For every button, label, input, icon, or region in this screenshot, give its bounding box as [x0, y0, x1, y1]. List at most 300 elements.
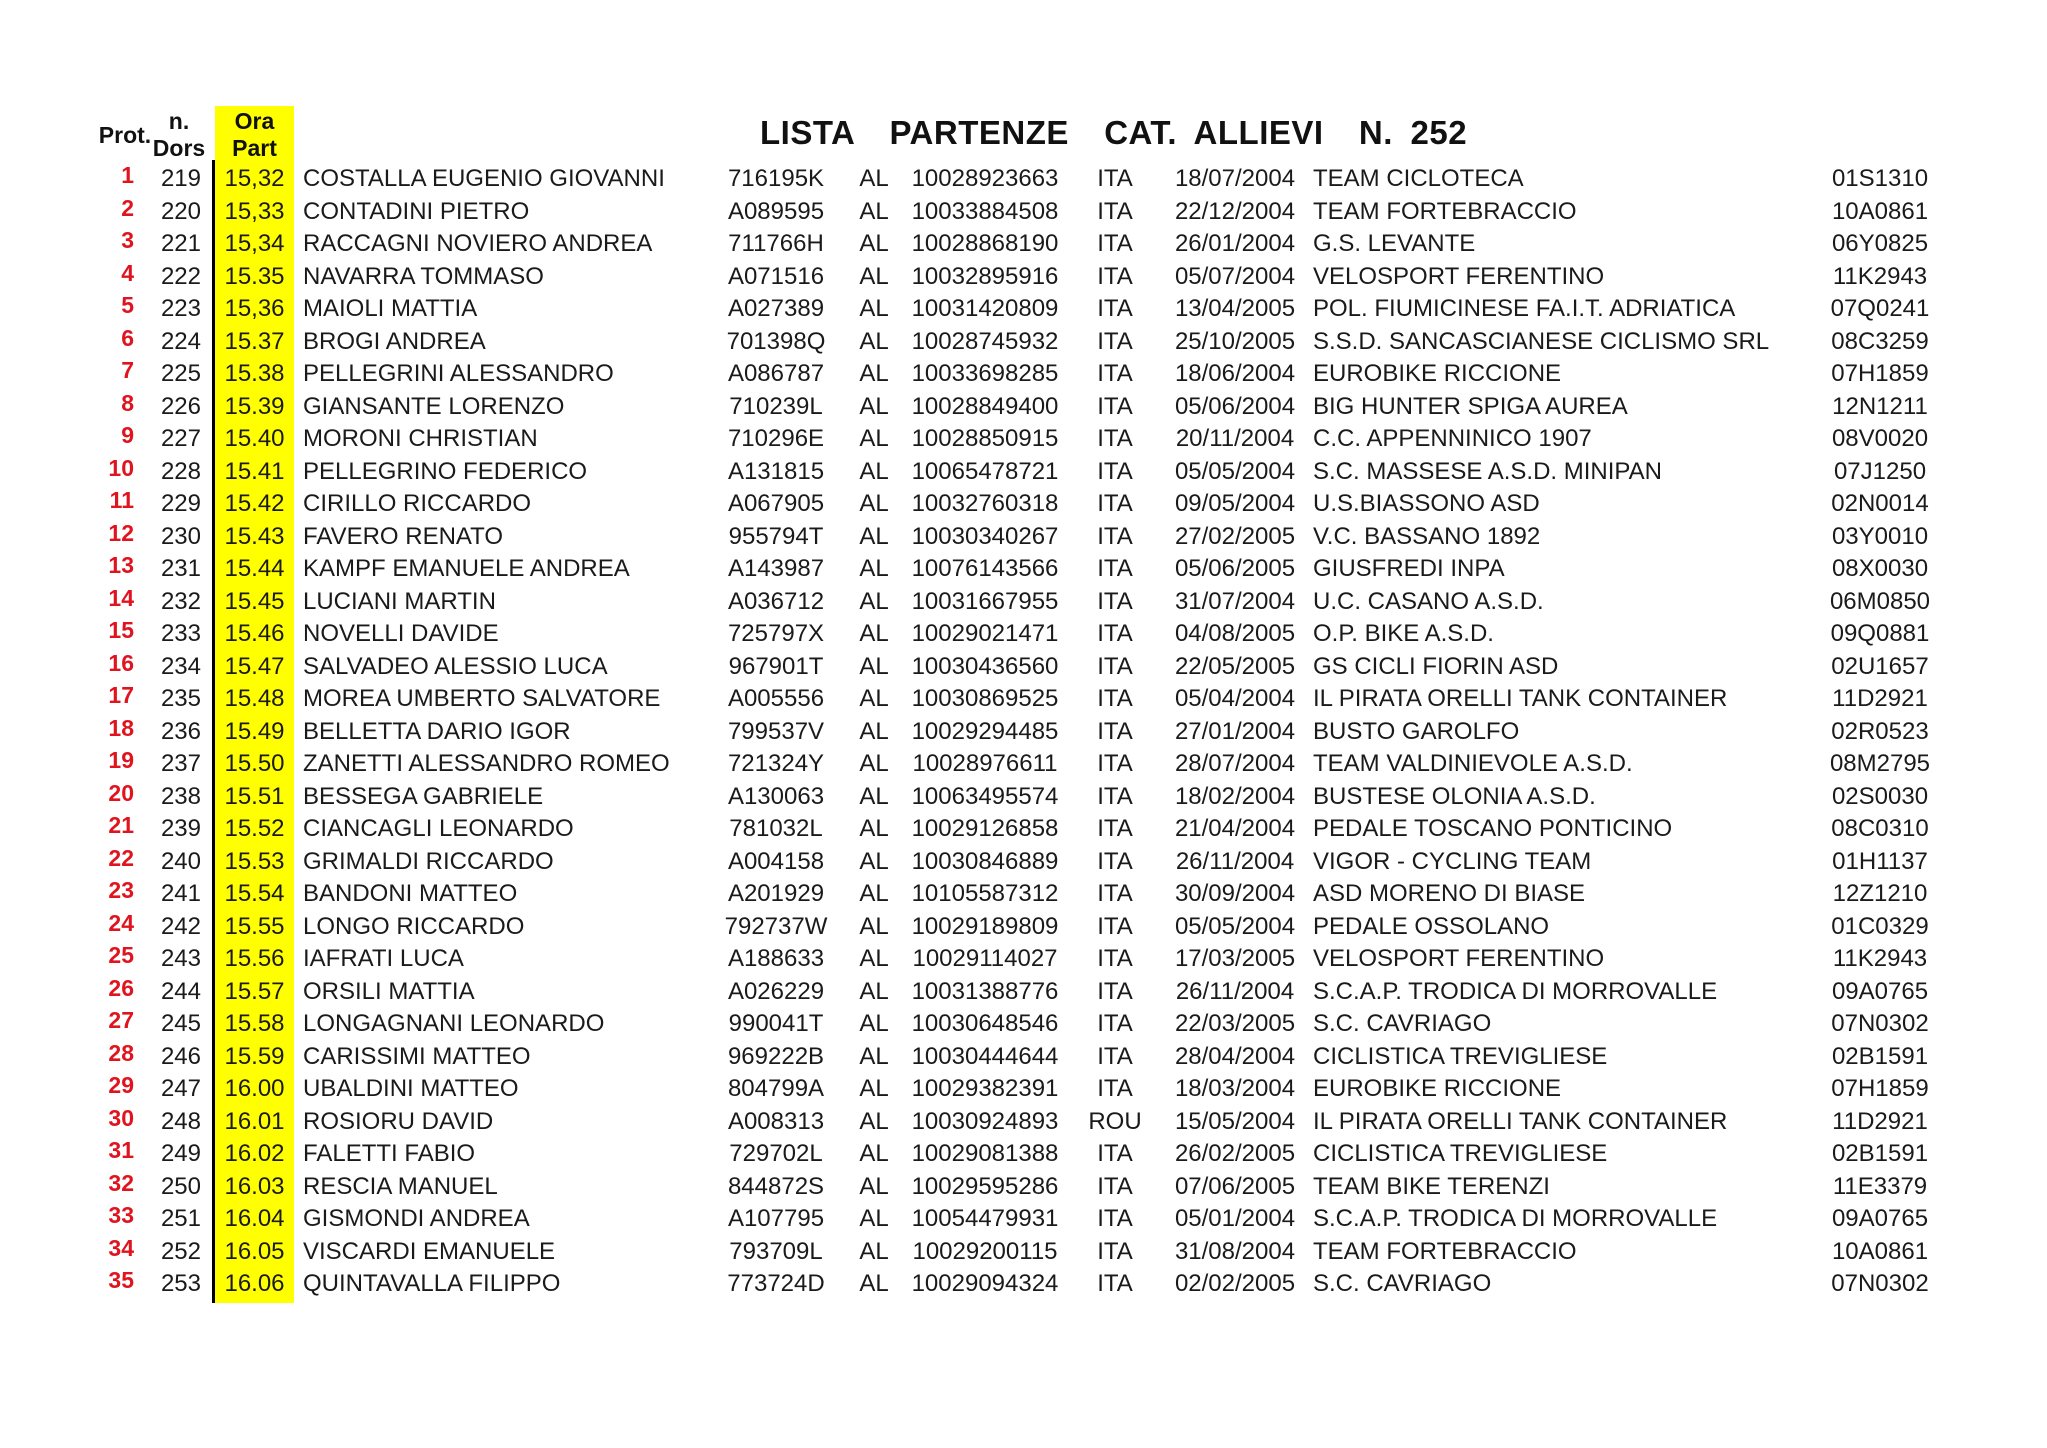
row-prot: 14	[108, 584, 134, 611]
table-row	[0, 651, 2047, 684]
row-birth-date: 05/06/2005	[1174, 555, 1296, 582]
row-start-time: 15.54	[224, 880, 285, 907]
row-nationality: ITA	[1097, 685, 1133, 712]
row-team-name: BUSTO GAROLFO	[1313, 717, 1520, 745]
row-birth-date: 13/04/2005	[1174, 295, 1296, 322]
row-nationality: ITA	[1097, 587, 1133, 615]
row-team-name: U.S.BIASSONO ASD	[1313, 490, 1540, 517]
row-team-code: 11K2943	[1832, 945, 1928, 972]
row-rider-name: LONGAGNANI LEONARDO	[303, 1010, 605, 1037]
row-start-time: 15.39	[224, 392, 285, 420]
row-birth-date: 27/01/2004	[1174, 717, 1296, 745]
row-team-code: 06M0850	[1829, 587, 1931, 615]
table-row	[0, 423, 2047, 456]
row-uci-id: 10032760318	[911, 490, 1059, 517]
row-rider-name: ROSIORU DAVID	[303, 1107, 494, 1135]
row-nationality: ITA	[1097, 1205, 1133, 1232]
row-uci-id: 10028849400	[911, 392, 1059, 420]
row-license-code: 721324Y	[727, 750, 825, 777]
table-row	[0, 748, 2047, 781]
row-rider-name: LONGO RICCARDO	[303, 912, 525, 940]
row-category: AL	[859, 587, 889, 615]
row-team-code: 08X0030	[1831, 555, 1929, 582]
table-row	[0, 683, 2047, 716]
row-team-name: S.C.A.P. TRODICA DI MORROVALLE	[1313, 977, 1718, 1005]
row-nationality: ITA	[1097, 1270, 1133, 1297]
row-nationality: ITA	[1097, 1075, 1133, 1102]
row-rider-name: MORONI CHRISTIAN	[303, 425, 538, 452]
row-prot: 26	[108, 974, 134, 1001]
row-uci-id: 10029200115	[912, 1237, 1058, 1265]
row-category: AL	[859, 457, 889, 485]
row-team-name: TEAM FORTEBRACCIO	[1313, 1237, 1577, 1265]
row-nationality: ITA	[1097, 392, 1133, 420]
row-rider-name: RACCAGNI NOVIERO ANDREA	[303, 230, 653, 257]
row-category: AL	[859, 750, 889, 777]
row-category: AL	[859, 1205, 889, 1232]
row-birth-date: 17/03/2005	[1174, 945, 1296, 972]
row-prot: 18	[108, 714, 134, 741]
row-team-code: 03Y0010	[1831, 522, 1929, 550]
row-team-code: 06Y0825	[1831, 230, 1929, 257]
row-birth-date: 18/03/2004	[1174, 1075, 1296, 1102]
row-birth-date: 31/08/2004	[1174, 1237, 1296, 1265]
row-dors-number: 253	[160, 1270, 201, 1297]
row-dors-number: 251	[160, 1205, 201, 1232]
row-start-time: 15.53	[224, 847, 285, 875]
row-dors-number: 223	[160, 295, 201, 322]
row-team-name: U.C. CASANO A.S.D.	[1313, 587, 1544, 615]
row-license-code: A036712	[727, 587, 825, 615]
row-birth-date: 28/04/2004	[1174, 1042, 1296, 1070]
row-team-name: TEAM FORTEBRACCIO	[1313, 197, 1577, 225]
row-start-time: 15.56	[224, 945, 285, 972]
row-nationality: ITA	[1097, 1042, 1133, 1070]
row-category: AL	[859, 522, 889, 550]
row-dors-number: 235	[160, 685, 201, 712]
header-ora-line2: Part	[232, 135, 277, 161]
row-prot: 33	[108, 1202, 134, 1228]
row-birth-date: 02/02/2005	[1174, 1270, 1296, 1297]
row-start-time: 15.57	[224, 977, 285, 1005]
row-dors-number: 250	[160, 1172, 201, 1200]
row-license-code: 716195K	[727, 165, 825, 192]
row-prot: 6	[121, 324, 134, 351]
row-start-time: 16.06	[224, 1270, 285, 1297]
row-category: AL	[859, 815, 889, 842]
row-team-code: 09A0765	[1831, 1205, 1929, 1232]
row-rider-name: GRIMALDI RICCARDO	[303, 847, 554, 875]
row-category: AL	[859, 262, 889, 290]
row-uci-id: 10033698285	[911, 360, 1059, 387]
row-team-name: ASD MORENO DI BIASE	[1313, 880, 1586, 907]
row-team-code: 02N0014	[1831, 490, 1929, 517]
row-license-code: A004158	[727, 847, 825, 875]
row-rider-name: GIANSANTE LORENZO	[303, 392, 565, 420]
row-team-code: 08C3259	[1831, 327, 1929, 355]
row-prot: 17	[108, 682, 134, 708]
row-license-code: 710239L	[729, 392, 823, 420]
row-uci-id: 10029382391	[911, 1075, 1059, 1102]
row-nationality: ITA	[1097, 717, 1133, 745]
row-start-time: 15.40	[224, 425, 285, 452]
row-start-time: 15.55	[224, 912, 285, 940]
row-start-time: 15.45	[224, 587, 285, 615]
rider-list	[0, 163, 2047, 1301]
row-team-name: IL PIRATA ORELLI TANK CONTAINER	[1313, 1107, 1728, 1135]
row-nationality: ROU	[1088, 1107, 1142, 1135]
row-start-time: 16.01	[224, 1107, 285, 1135]
row-category: AL	[859, 1010, 889, 1037]
row-birth-date: 22/03/2005	[1174, 1010, 1296, 1037]
row-nationality: ITA	[1097, 522, 1133, 550]
table-row	[0, 456, 2047, 489]
row-prot: 25	[108, 942, 134, 968]
row-birth-date: 30/09/2004	[1174, 880, 1296, 907]
row-category: AL	[859, 490, 889, 517]
row-license-code: 793709L	[729, 1237, 823, 1265]
row-category: AL	[859, 295, 889, 322]
row-category: AL	[859, 1237, 889, 1265]
row-license-code: 729702L	[729, 1140, 823, 1167]
row-rider-name: SALVADEO ALESSIO LUCA	[303, 652, 608, 680]
row-rider-name: KAMPF EMANUELE ANDREA	[303, 555, 630, 582]
row-dors-number: 247	[160, 1075, 201, 1102]
row-dors-number: 222	[160, 262, 201, 290]
row-team-code: 09A0765	[1831, 977, 1929, 1005]
row-license-code: 955794T	[728, 522, 824, 550]
row-team-name: G.S. LEVANTE	[1313, 230, 1476, 257]
row-prot: 29	[108, 1072, 134, 1098]
row-birth-date: 05/05/2004	[1174, 457, 1296, 485]
row-uci-id: 10028923663	[911, 165, 1059, 192]
row-start-time: 15.44	[224, 555, 285, 582]
row-team-code: 02U1657	[1831, 652, 1929, 680]
row-team-code: 11D2921	[1832, 685, 1928, 712]
table-row	[0, 943, 2047, 976]
row-license-code: 804799A	[727, 1075, 825, 1102]
row-uci-id: 10028976611	[912, 750, 1058, 777]
row-team-name: VELOSPORT FERENTINO	[1313, 262, 1605, 290]
row-rider-name: COSTALLA EUGENIO GIOVANNI	[303, 165, 665, 192]
table-row	[0, 1268, 2047, 1301]
row-dors-number: 241	[160, 880, 201, 907]
row-nationality: ITA	[1097, 360, 1133, 387]
row-prot: 35	[108, 1267, 134, 1293]
row-prot: 27	[108, 1007, 134, 1033]
row-start-time: 15,32	[224, 165, 285, 192]
row-nationality: ITA	[1097, 945, 1133, 972]
row-uci-id: 10030869525	[911, 685, 1059, 712]
row-prot: 21	[108, 812, 134, 838]
row-license-code: 967901T	[728, 652, 824, 680]
row-prot: 19	[108, 747, 134, 773]
row-uci-id: 10029294485	[911, 717, 1059, 745]
row-team-name: TEAM CICLOTECA	[1313, 165, 1524, 192]
row-team-code: 01S1310	[1831, 165, 1929, 192]
header-dors	[143, 108, 215, 162]
row-team-code: 07N0302	[1831, 1010, 1929, 1037]
row-start-time: 16.04	[224, 1205, 285, 1232]
row-dors-number: 227	[160, 425, 201, 452]
row-rider-name: PELLEGRINO FEDERICO	[303, 457, 588, 485]
row-dors-number: 220	[160, 197, 201, 225]
row-rider-name: FALETTI FABIO	[303, 1140, 476, 1167]
row-start-time: 15.58	[224, 1010, 285, 1037]
row-dors-number: 243	[160, 945, 201, 972]
row-dors-number: 248	[160, 1107, 201, 1135]
table-row	[0, 586, 2047, 619]
row-nationality: ITA	[1097, 847, 1133, 875]
row-uci-id: 10029595286	[911, 1172, 1059, 1200]
row-birth-date: 05/01/2004	[1174, 1205, 1296, 1232]
row-license-code: 969222B	[727, 1042, 825, 1070]
row-dors-number: 228	[160, 457, 201, 485]
row-uci-id: 10029126858	[911, 815, 1059, 842]
row-team-name: S.C.A.P. TRODICA DI MORROVALLE	[1313, 1205, 1718, 1232]
row-rider-name: PELLEGRINI ALESSANDRO	[303, 360, 614, 387]
table-row	[0, 326, 2047, 359]
row-uci-id: 10032895916	[911, 262, 1059, 290]
row-license-code: 792737W	[724, 912, 828, 940]
row-start-time: 15.51	[224, 782, 285, 810]
row-category: AL	[859, 392, 889, 420]
row-team-code: 09Q0881	[1830, 620, 1930, 647]
row-birth-date: 26/02/2005	[1174, 1140, 1296, 1167]
row-rider-name: MAIOLI MATTIA	[303, 295, 478, 322]
row-uci-id: 10031388776	[911, 977, 1059, 1005]
row-team-code: 02B1591	[1831, 1042, 1929, 1070]
row-prot: 1	[121, 162, 134, 188]
row-team-code: 07Q0241	[1830, 295, 1930, 322]
row-birth-date: 15/05/2004	[1174, 1107, 1296, 1135]
row-start-time: 15,34	[224, 230, 285, 257]
row-birth-date: 20/11/2004	[1175, 425, 1295, 452]
row-team-code: 02R0523	[1831, 717, 1929, 745]
row-rider-name: UBALDINI MATTEO	[303, 1075, 519, 1102]
row-category: AL	[859, 425, 889, 452]
row-team-code: 10A0861	[1831, 1237, 1929, 1265]
row-nationality: ITA	[1097, 555, 1133, 582]
table-row	[0, 521, 2047, 554]
row-prot: 2	[121, 194, 134, 221]
row-team-code: 12N1211	[1832, 392, 1928, 420]
row-team-name: S.C. CAVRIAGO	[1313, 1270, 1492, 1297]
row-category: AL	[859, 360, 889, 387]
row-license-code: 711766H	[728, 230, 824, 257]
row-category: AL	[859, 912, 889, 940]
row-license-code: 725797X	[727, 620, 825, 647]
row-start-time: 16.05	[224, 1237, 285, 1265]
row-prot: 12	[108, 519, 134, 546]
table-row	[0, 228, 2047, 261]
row-start-time: 15.43	[224, 522, 285, 550]
row-dors-number: 245	[160, 1010, 201, 1037]
row-dors-number: 229	[160, 490, 201, 517]
row-start-time: 16.03	[224, 1172, 285, 1200]
row-nationality: ITA	[1097, 1237, 1133, 1265]
row-birth-date: 21/04/2004	[1174, 815, 1296, 842]
row-dors-number: 221	[160, 230, 201, 257]
row-birth-date: 26/11/2004	[1175, 847, 1295, 875]
row-prot: 32	[108, 1169, 134, 1196]
row-start-time: 16.02	[224, 1140, 285, 1167]
row-team-name: PEDALE TOSCANO PONTICINO	[1313, 815, 1673, 842]
table-row	[0, 293, 2047, 326]
row-rider-name: GISMONDI ANDREA	[303, 1205, 530, 1232]
row-license-code: A005556	[727, 685, 825, 712]
row-uci-id: 10063495574	[911, 782, 1059, 810]
row-category: AL	[859, 230, 889, 257]
row-license-code: A201929	[727, 880, 825, 907]
row-birth-date: 18/06/2004	[1174, 360, 1296, 387]
row-category: AL	[859, 165, 889, 192]
row-license-code: A130063	[727, 782, 825, 810]
row-team-name: CICLISTICA TREVIGLIESE	[1313, 1042, 1608, 1070]
table-row	[0, 488, 2047, 521]
row-uci-id: 10030436560	[911, 652, 1059, 680]
row-dors-number: 236	[160, 717, 201, 745]
row-rider-name: BESSEGA GABRIELE	[303, 782, 544, 810]
row-team-name: BIG HUNTER SPIGA AUREA	[1313, 392, 1628, 420]
row-category: AL	[859, 847, 889, 875]
row-dors-number: 237	[160, 750, 201, 777]
row-dors-number: 246	[160, 1042, 201, 1070]
row-uci-id: 10029189809	[911, 912, 1059, 940]
table-row	[0, 553, 2047, 586]
row-team-name: CICLISTICA TREVIGLIESE	[1313, 1140, 1608, 1167]
row-uci-id: 10065478721	[911, 457, 1059, 485]
row-dors-number: 224	[160, 327, 201, 355]
row-prot: 8	[121, 389, 134, 416]
row-nationality: ITA	[1097, 1140, 1133, 1167]
row-nationality: ITA	[1097, 197, 1133, 225]
row-team-code: 07H1859	[1831, 1075, 1929, 1102]
table-row	[0, 1236, 2047, 1269]
row-dors-number: 252	[160, 1237, 201, 1265]
row-category: AL	[859, 1042, 889, 1070]
row-uci-id: 10029081388	[911, 1140, 1059, 1167]
row-nationality: ITA	[1097, 490, 1133, 517]
row-dors-number: 219	[160, 165, 201, 192]
row-team-code: 07N0302	[1831, 1270, 1929, 1297]
row-license-code: A086787	[727, 360, 825, 387]
table-row	[0, 358, 2047, 391]
row-birth-date: 07/06/2005	[1174, 1172, 1296, 1200]
row-dors-number: 249	[160, 1140, 201, 1167]
row-start-time: 16.00	[224, 1075, 285, 1102]
row-start-time: 15.49	[224, 717, 285, 745]
row-category: AL	[859, 327, 889, 355]
row-team-code: 01C0329	[1831, 912, 1929, 940]
row-birth-date: 28/07/2004	[1174, 750, 1296, 777]
row-nationality: ITA	[1097, 230, 1133, 257]
row-rider-name: VISCARDI EMANUELE	[303, 1237, 556, 1265]
table-row	[0, 261, 2047, 294]
row-license-code: A131815	[727, 457, 825, 485]
row-license-code: A089595	[727, 197, 825, 225]
row-nationality: ITA	[1097, 620, 1133, 647]
row-team-name: POL. FIUMICINESE FA.I.T. ADRIATICA	[1313, 295, 1736, 322]
row-uci-id: 10030924893	[911, 1107, 1059, 1135]
table-row	[0, 1203, 2047, 1236]
row-team-code: 07H1859	[1831, 360, 1929, 387]
row-dors-number: 239	[160, 815, 201, 842]
row-uci-id: 10029021471	[911, 620, 1059, 647]
row-category: AL	[859, 555, 889, 582]
row-nationality: ITA	[1097, 262, 1133, 290]
row-dors-number: 240	[160, 847, 201, 875]
row-team-name: EUROBIKE RICCIONE	[1313, 1075, 1562, 1102]
row-license-code: A026229	[727, 977, 825, 1005]
row-birth-date: 05/05/2004	[1174, 912, 1296, 940]
row-team-code: 02S0030	[1831, 782, 1929, 810]
row-license-code: A188633	[727, 945, 825, 972]
row-team-name: EUROBIKE RICCIONE	[1313, 360, 1562, 387]
row-birth-date: 31/07/2004	[1174, 587, 1296, 615]
row-category: AL	[859, 197, 889, 225]
row-dors-number: 231	[160, 555, 201, 582]
row-start-time: 15.42	[224, 490, 285, 517]
row-rider-name: CIANCAGLI LEONARDO	[303, 815, 574, 842]
row-start-time: 15.47	[224, 652, 285, 680]
row-birth-date: 18/02/2004	[1174, 782, 1296, 810]
row-license-code: A027389	[727, 295, 825, 322]
table-row	[0, 813, 2047, 846]
row-team-name: V.C. BASSANO 1892	[1313, 522, 1541, 550]
table-row	[0, 196, 2047, 229]
row-prot: 16	[108, 649, 134, 676]
row-team-code: 01H1137	[1832, 847, 1928, 875]
row-rider-name: BROGI ANDREA	[303, 327, 486, 355]
row-license-code: 773724D	[727, 1270, 825, 1297]
row-prot: 5	[121, 292, 134, 318]
row-rider-name: NAVARRA TOMMASO	[303, 262, 544, 290]
row-start-time: 15.48	[224, 685, 285, 712]
row-prot: 15	[108, 617, 134, 643]
table-row	[0, 781, 2047, 814]
row-nationality: ITA	[1097, 295, 1133, 322]
row-birth-date: 26/01/2004	[1174, 230, 1296, 257]
row-birth-date: 04/08/2005	[1174, 620, 1296, 647]
row-start-time: 15.50	[224, 750, 285, 777]
row-prot: 28	[108, 1039, 134, 1066]
row-category: AL	[859, 977, 889, 1005]
row-uci-id: 10105587312	[911, 880, 1059, 907]
row-nationality: ITA	[1097, 327, 1133, 355]
table-row	[0, 163, 2047, 196]
row-uci-id: 10028745932	[911, 327, 1059, 355]
row-uci-id: 10030444644	[911, 1042, 1059, 1070]
row-start-time: 15.59	[224, 1042, 285, 1070]
row-birth-date: 05/06/2004	[1174, 392, 1296, 420]
row-birth-date: 26/11/2004	[1175, 977, 1295, 1005]
row-uci-id: 10028868190	[911, 230, 1059, 257]
row-team-code: 10A0861	[1831, 197, 1929, 225]
row-dors-number: 232	[160, 587, 201, 615]
row-uci-id: 10031667955	[911, 587, 1059, 615]
row-nationality: ITA	[1097, 782, 1133, 810]
row-rider-name: ZANETTI ALESSANDRO ROMEO	[303, 750, 670, 777]
row-uci-id: 10030648546	[911, 1010, 1059, 1037]
table-row	[0, 1171, 2047, 1204]
row-team-code: 08C0310	[1831, 815, 1929, 842]
row-prot: 7	[121, 357, 134, 383]
header-prot: Prot.	[98, 122, 152, 148]
row-uci-id: 10030340267	[911, 522, 1059, 550]
row-rider-name: QUINTAVALLA FILIPPO	[303, 1270, 561, 1297]
header-dors-line1: n.	[168, 108, 190, 134]
